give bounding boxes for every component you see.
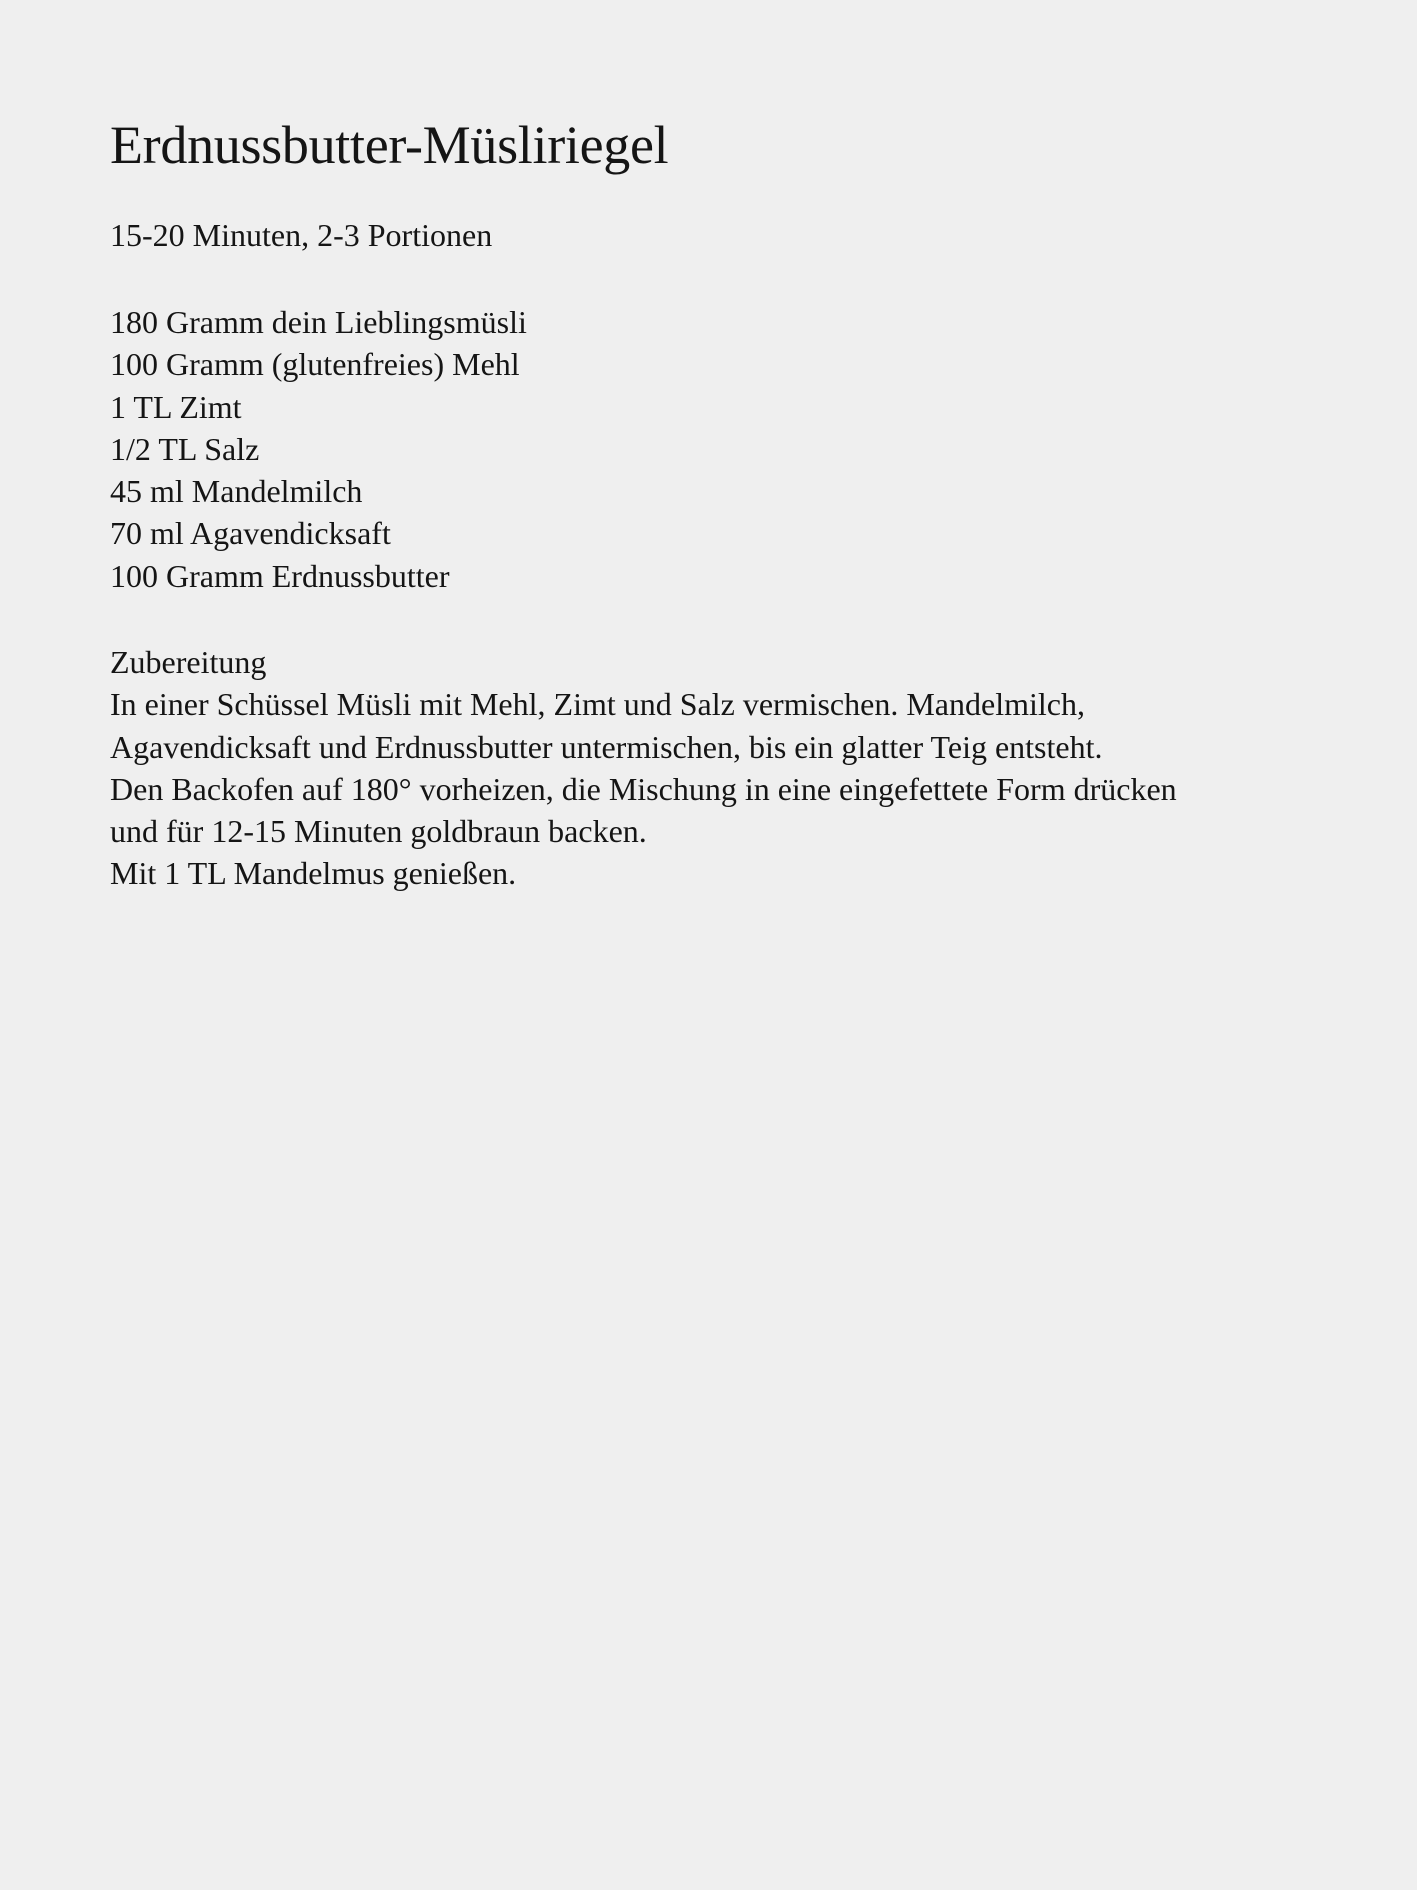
recipe-title: Erdnussbutter-Müsliriegel — [110, 115, 669, 175]
ingredient-item: 70 ml Agavendicksaft — [110, 515, 391, 552]
preparation-section — [110, 641, 1330, 895]
preparation-line: Agavendicksaft und Erdnussbutter untermischen, bis ein glatter Teig entsteht. — [110, 728, 1103, 765]
preparation-heading: Zubereitung — [110, 644, 267, 680]
preparation-line: und für 12-15 Minuten goldbraun backen. — [110, 813, 647, 850]
preparation-line: Mit 1 TL Mandelmus genießen. — [110, 855, 517, 892]
ingredient-item: 1/2 TL Salz — [110, 430, 260, 467]
recipe-meta: 15-20 Minuten, 2-3 Portionen — [110, 217, 493, 253]
ingredient-item: 100 Gramm (glutenfreies) Mehl — [110, 346, 520, 383]
ingredient-item: 1 TL Zimt — [110, 388, 242, 425]
ingredient-item: 180 Gramm dein Lieblingsmüsli — [110, 304, 527, 340]
preparation-line: Den Backofen auf 180° vorheizen, die Mischung in eine eingefettete Form drücken — [110, 770, 1177, 807]
preparation-line: In einer Schüssel Müsli mit Mehl, Zimt und Salz vermischen. Mandelmilch, — [110, 686, 1085, 723]
ingredient-list — [110, 301, 527, 597]
ingredient-item: 100 Gramm Erdnussbutter — [110, 557, 450, 594]
ingredient-item: 45 ml Mandelmilch — [110, 473, 363, 510]
